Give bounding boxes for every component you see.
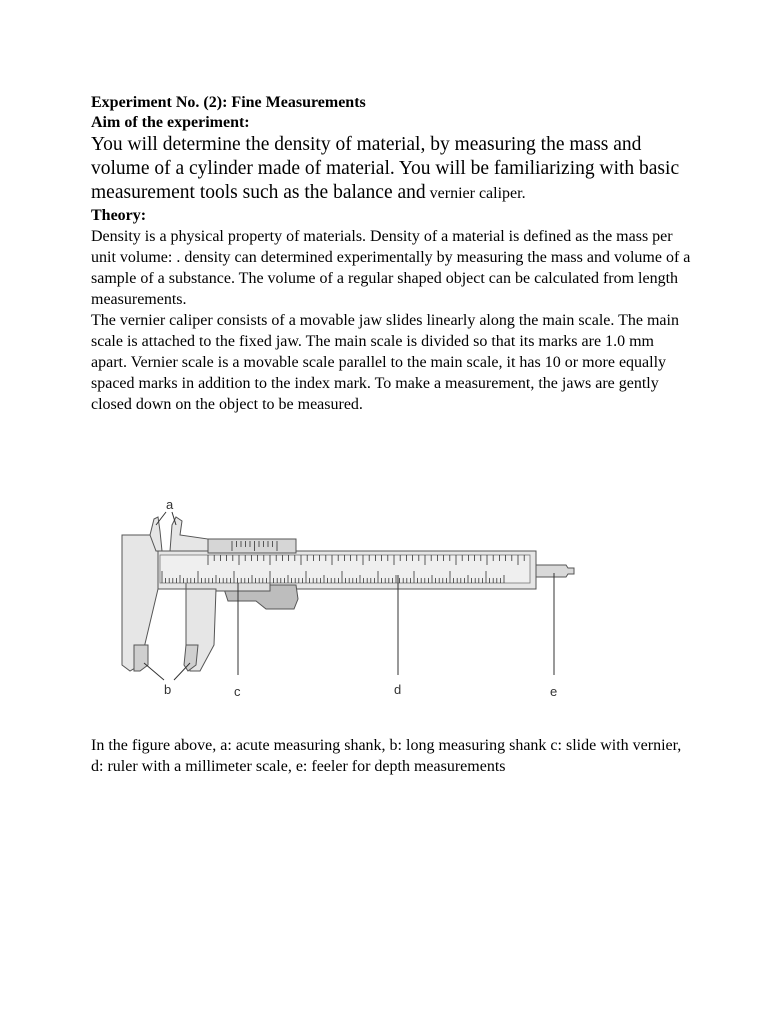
- aim-heading: Aim of the experiment:: [91, 114, 250, 131]
- figure-caption: In the figure above, a: acute measuring shank, b: long measuring shank c: slide with vernier, d: ruler with a millimeter scale, e: feeler for depth measurements: [91, 737, 682, 775]
- leader-line-b-left: [144, 663, 164, 680]
- aim-text-main: You will determine the density of material, by measuring the mass and volume of a cylinder made of material. You will be familiarizing with basic measurement tools such as the balance and: [91, 134, 680, 203]
- aim-text-tail: vernier caliper.: [425, 185, 526, 202]
- theory-paragraph-1: Density is a physical property of materials. Density of a material is defined as the mass per unit volume: . density can determined experimentally by measuring the mass and volume of a sample of a substance. The volume of a regular shaped object can be calculated from length measurements.: [91, 228, 691, 308]
- aim-paragraph: [91, 133, 691, 206]
- acute-shank-movable: [170, 517, 208, 551]
- leader-line-b-right: [174, 663, 190, 680]
- label-d: d: [394, 682, 402, 697]
- label-c: c: [234, 684, 241, 699]
- vernier-caliper-figure: [116, 495, 586, 705]
- document-body: [91, 93, 691, 415]
- experiment-title: Experiment No. (2): Fine Measurements: [91, 94, 366, 111]
- slide-top: [208, 539, 296, 553]
- vernier-caliper-diagram: [116, 495, 586, 705]
- depth-rod: [536, 565, 574, 577]
- label-b: b: [164, 682, 172, 697]
- theory-heading: Theory:: [91, 207, 147, 224]
- theory-paragraph-2: The vernier caliper consists of a movable jaw slides linearly along the main scale. The main scale is attached to the fixed jaw. The main scale is divided so that its marks are 1.0 mm apart. Vernier scale is a movable scale parallel to the main scale, it has 10 or more equally spaced marks in addition to the index mark. To make a measurement, the jaws are gently closed down on the object to be measured.: [91, 312, 679, 413]
- fixed-jaw-tip: [134, 645, 148, 671]
- label-e: e: [550, 684, 558, 699]
- label-a: a: [166, 497, 174, 512]
